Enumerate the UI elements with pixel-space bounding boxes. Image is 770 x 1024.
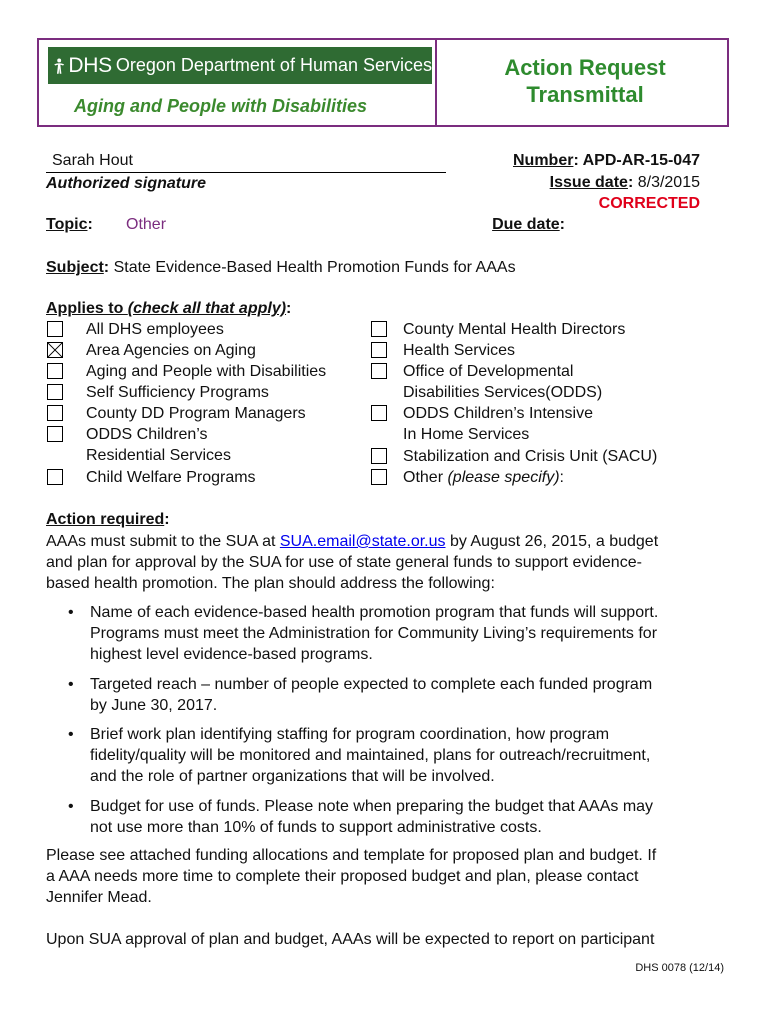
option-odds-residential-line2: Residential Services (86, 447, 231, 464)
subject-row: Subject: State Evidence-Based Health Promotion Funds for AAAs (46, 259, 516, 276)
bullet-4-line1: Budget for use of funds. Please note when preparing the budget that AAAs may (90, 798, 654, 815)
topic-row: Topic: (46, 216, 93, 233)
subject-label: Subject (46, 259, 104, 276)
option-other-italic: (please specify) (447, 469, 560, 486)
checkbox-area-agencies[interactable] (47, 342, 63, 358)
form-number-footer: DHS 0078 (12/14) (635, 962, 724, 974)
dhs-logo (48, 47, 432, 84)
checkbox-all-dhs[interactable] (47, 321, 63, 337)
signature-label: Authorized signature (46, 175, 207, 192)
para2-line1: Please see attached funding allocations and template for proposed plan and budget. If (46, 847, 657, 864)
action-required-label: Action required (46, 511, 165, 528)
bullet-3-line2: fidelity/quality will be monitored and maintained, plans for outreach/recruitment, (90, 747, 651, 764)
logo-dhs-text: DHS (68, 53, 112, 77)
checkbox-county-mh[interactable] (371, 321, 387, 337)
checkbox-county-dd[interactable] (47, 405, 63, 421)
paragraph-funding (46, 845, 726, 908)
document-title (440, 54, 730, 108)
sua-email-link[interactable]: SUA.email@state.or.us (279, 533, 446, 550)
signature-line (46, 172, 446, 173)
option-area-agencies: Area Agencies on Aging (86, 342, 256, 359)
bullet-dot: • (68, 676, 74, 693)
option-county-dd: County DD Program Managers (86, 405, 306, 422)
option-other (403, 467, 564, 488)
option-odds-line2: Disabilities Services(ODDS) (403, 384, 603, 401)
bullet-1-line1: Name of each evidence-based health promotion program that funds will support. (90, 604, 659, 621)
bullet-2-line1: Targeted reach – number of people expected to complete each funded program (90, 676, 653, 693)
bullet-3-line1: Brief work plan identifying staffing for program coordination, how program (90, 726, 610, 743)
subject-value: State Evidence-Based Health Promotion Funds for AAAs (113, 259, 516, 276)
para2-line2: a AAA needs more time to complete their proposed budget and plan, please contact (46, 868, 639, 885)
topic-value: Other (126, 216, 167, 233)
dhs-person-icon (52, 51, 66, 81)
bullet-3-line3: and the role of partner organizations that will be involved. (90, 768, 495, 785)
option-odds-intensive-line1: ODDS Children’s Intensive (403, 405, 594, 422)
logo-org-text: Oregon Department of Human Services (115, 55, 432, 75)
checkbox-child-welfare[interactable] (47, 469, 63, 485)
title-line-2: Transmittal (526, 82, 644, 107)
checkbox-odds-intensive[interactable] (371, 405, 387, 421)
option-apd: Aging and People with Disabilities (86, 363, 327, 380)
option-child-welfare: Child Welfare Programs (86, 469, 256, 486)
action-intro (46, 531, 726, 594)
option-odds (403, 361, 602, 403)
checkbox-self-sufficiency[interactable] (47, 384, 63, 400)
option-odds-residential (86, 424, 231, 466)
option-self-sufficiency: Self Sufficiency Programs (86, 384, 269, 401)
division-subtitle: Aging and People with Disabilities (74, 96, 368, 116)
bullet-4-line2: not use more than 10% of funds to support administrative costs. (90, 819, 542, 836)
action-intro-line1 (46, 531, 726, 552)
checkbox-health-services[interactable] (371, 342, 387, 358)
signature-name: Sarah Hout (52, 152, 133, 169)
action-intro-line3: based health promotion. The plan should address the following: (46, 575, 495, 592)
option-odds-intensive-line2: In Home Services (403, 426, 530, 443)
intro-after: by August 26, 2015, a budget (445, 533, 659, 550)
number-row: Number: APD-AR-15-047 (512, 152, 700, 169)
bullet-1-line3: highest level evidence-based programs. (90, 646, 373, 663)
applies-to-heading: Applies to (check all that apply): (46, 300, 292, 317)
number-value: APD-AR-15-047 (582, 152, 700, 169)
bullet-1-line2: Programs must meet the Administration for Community Living’s requirements for (90, 625, 658, 642)
checkbox-other[interactable] (371, 469, 387, 485)
issue-date-row: Issue date: 8/3/2015 (549, 174, 700, 191)
issue-date-label: Issue date (549, 174, 628, 191)
bullet-dot: • (68, 726, 74, 743)
checkbox-apd[interactable] (47, 363, 63, 379)
applies-label: Applies to (46, 300, 128, 317)
para2-line3: Jennifer Mead. (46, 889, 152, 906)
applies-label-italic: (check all that apply) (127, 300, 287, 317)
option-county-mh: County Mental Health Directors (403, 321, 626, 338)
corrected-stamp: CORRECTED (598, 195, 700, 212)
option-odds-line1: Office of Developmental (403, 363, 574, 380)
checkbox-odds-residential[interactable] (47, 426, 63, 442)
option-odds-intensive (403, 403, 593, 445)
option-health-services: Health Services (403, 342, 516, 359)
bullet-dot: • (68, 604, 74, 621)
checkbox-odds[interactable] (371, 363, 387, 379)
option-other-label: Other (403, 469, 448, 486)
action-intro-line2: and plan for approval by the SUA for use of state general funds to support evidence- (46, 554, 642, 571)
due-date-label: Due date (492, 216, 560, 233)
option-odds-residential-line1: ODDS Children’s (86, 426, 208, 443)
checkbox-sacu[interactable] (371, 448, 387, 464)
option-all-dhs: All DHS employees (86, 321, 224, 338)
intro-before: AAAs must submit to the SUA at (46, 533, 280, 550)
paragraph-sua-approval: Upon SUA approval of plan and budget, AAAs will be expected to report on participant (46, 931, 655, 948)
option-other-suffix: : (559, 469, 564, 486)
bullet-dot: • (68, 798, 74, 815)
bullet-2-line2: by June 30, 2017. (90, 697, 218, 714)
option-sacu: Stabilization and Crisis Unit (SACU) (403, 448, 658, 465)
topic-label: Topic (46, 216, 88, 233)
header-divider (435, 38, 437, 127)
action-required-heading: Action required: (46, 511, 170, 528)
title-line-1: Action Request (504, 55, 666, 80)
number-label: Number (512, 152, 574, 169)
due-date-row: Due date: (492, 216, 565, 233)
issue-date-value: 8/3/2015 (637, 174, 700, 191)
